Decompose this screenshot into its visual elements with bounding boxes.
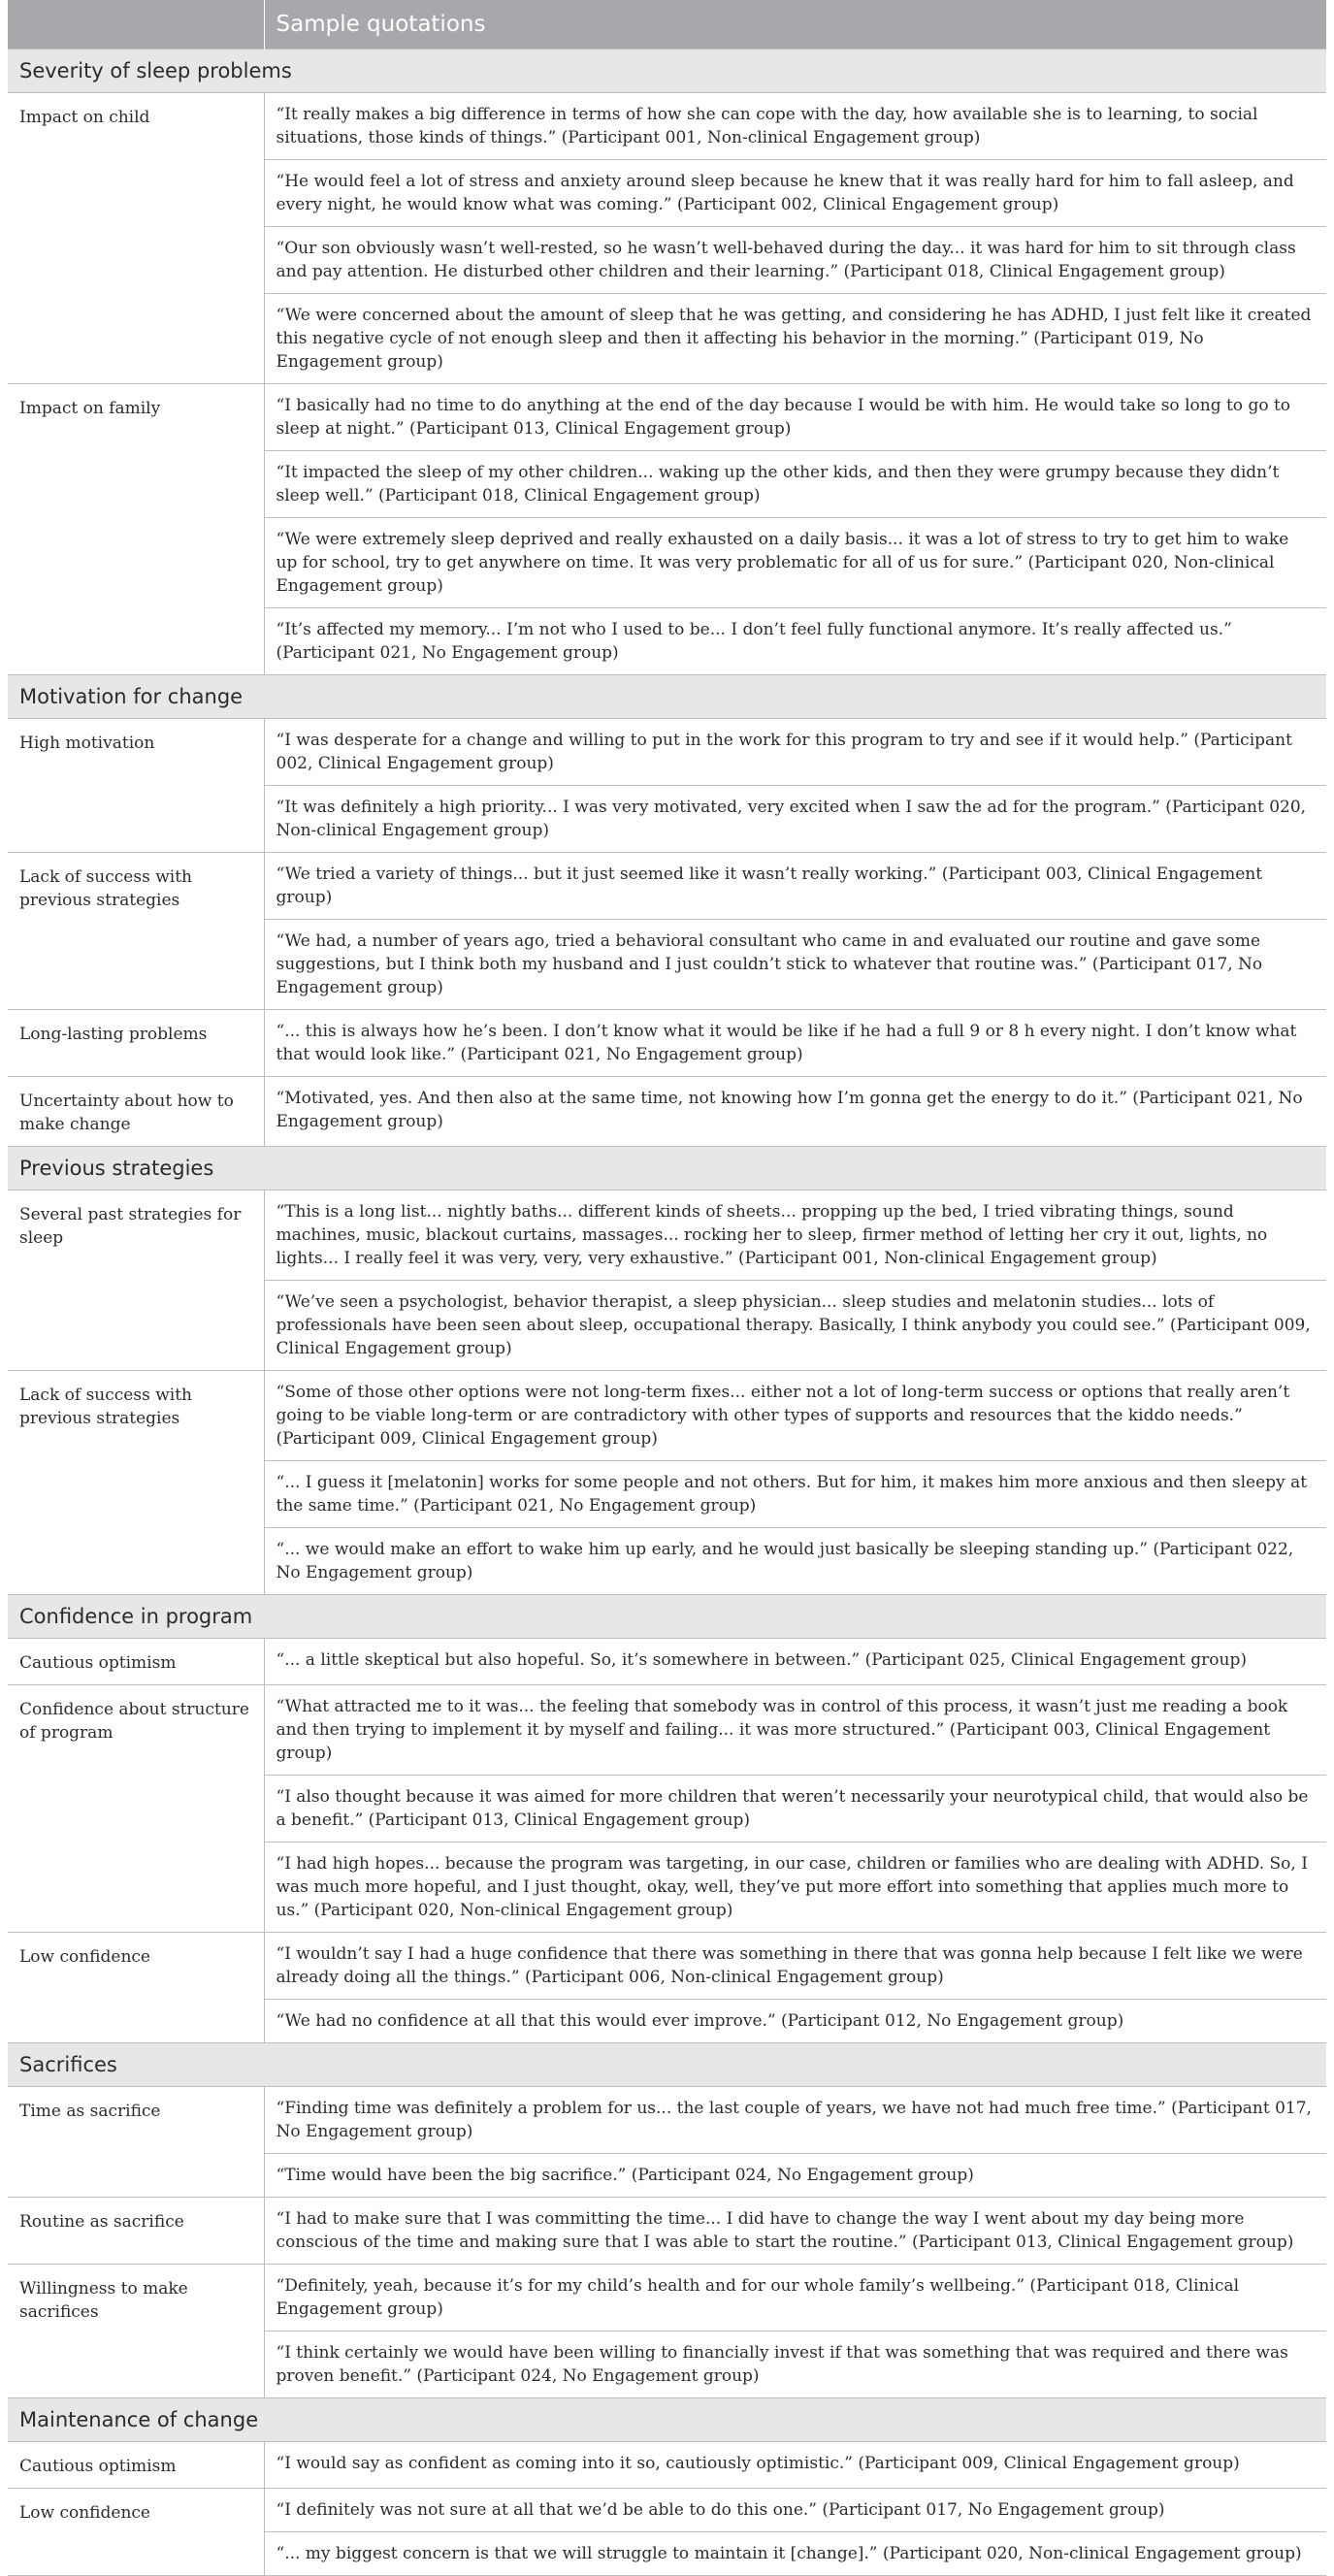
quotation-cell: “What attracted me to it was... the feeling that somebody was in control of this process, it wasn’t just me reading a book and then trying to implement it by myself and failing... it was more structured.” (Participant 003, Clinical Engagement group)	[264, 1685, 1326, 1776]
quotation-cell: “Definitely, yeah, because it’s for my child’s health and for our whole family’s wellbeing.” (Participant 018, Clinical Engagement group)	[264, 2265, 1326, 2331]
quotation-cell: “We had no confidence at all that this would ever improve.” (Participant 012, No Engagement group)	[264, 2000, 1326, 2043]
table-row	[8, 1639, 1326, 1685]
table-row	[8, 2489, 1326, 2532]
table-body	[8, 49, 1326, 2576]
quotation-cell: “It was definitely a high priority... I was very motivated, very excited when I saw the ad for the program.” (Participant 020, Non-clinical Engagement group)	[264, 786, 1326, 853]
table-header-row	[8, 0, 1326, 49]
quotation-cell: “We tried a variety of things... but it just seemed like it wasn’t really working.” (Participant 003, Clinical Engagement group)	[264, 853, 1326, 920]
table-row	[8, 1933, 1326, 2000]
table-row	[8, 853, 1326, 920]
quotation-cell: “We were extremely sleep deprived and really exhausted on a daily basis... it was a lot of stress to try to get him to wake up for school, try to get anywhere on time. It was very problematic for all of us for sure.” (Participant 020, Non-clinical Engagement group)	[264, 518, 1326, 608]
quotation-cell: “Our son obviously wasn’t well-rested, so he wasn’t well-behaved during the day... it was hard for him to sit through class and pay attention. He disturbed other children and their learning.” (Participant 018, Clinical Engagement group)	[264, 227, 1326, 294]
subtheme-label: Lack of success with previous strategies	[8, 1371, 264, 1595]
subtheme-label: Routine as sacrifice	[8, 2198, 264, 2265]
section-header-row	[8, 2398, 1326, 2442]
section-title: Severity of sleep problems	[8, 49, 1326, 93]
subtheme-label: Impact on child	[8, 93, 264, 384]
section-title: Confidence in program	[8, 1595, 1326, 1639]
quotation-cell: “... I guess it [melatonin] works for some people and not others. But for him, it makes him more anxious and then sleepy at the same time.” (Participant 021, No Engagement group)	[264, 1461, 1326, 1528]
quotation-cell: “I would say as confident as coming into it so, cautiously optimistic.” (Participant 009, Clinical Engagement group)	[264, 2442, 1326, 2489]
subtheme-label: Time as sacrifice	[8, 2087, 264, 2198]
section-header-row	[8, 675, 1326, 719]
quotation-cell: “I was desperate for a change and willing to put in the work for this program to try and see if it would help.” (Participant 002, Clinical Engagement group)	[264, 719, 1326, 786]
section-title: Motivation for change	[8, 675, 1326, 719]
header-blank-cell	[8, 0, 264, 49]
quotation-cell: “We had, a number of years ago, tried a behavioral consultant who came in and evaluated our routine and gave some suggestions, but I think both my husband and I just couldn’t stick to whatever that routine was.” (Participant 017, No Engagement group)	[264, 920, 1326, 1010]
subtheme-label: Low confidence	[8, 1933, 264, 2043]
quotation-cell: “I had to make sure that I was committing the time... I did have to change the way I went about my day being more conscious of the time and making sure that I was able to start the routine.” (Participant 013, Clinical Engagement group)	[264, 2198, 1326, 2265]
subtheme-label: Impact on family	[8, 384, 264, 675]
quotations-table	[8, 0, 1326, 2576]
quotation-cell: “This is a long list... nightly baths... different kinds of sheets... propping up the bed, I tried vibrating things, sound machines, music, blackout curtains, massages... rocking her to sleep, firmer method of letting her cry it out, lights, no lights... I really feel it was very, very, very exhaustive.” (Participant 001, Non-clinical Engagement group)	[264, 1190, 1326, 1281]
quotation-cell: “... my biggest concern is that we will struggle to maintain it [change].” (Participant 020, Non-clinical Engagement group)	[264, 2532, 1326, 2576]
quotation-cell: “I wouldn’t say I had a huge confidence that there was something in there that was gonna help because I felt like we were already doing all the things.” (Participant 006, Non-clinical Engagement group)	[264, 1933, 1326, 2000]
quotation-cell: “He would feel a lot of stress and anxiety around sleep because he knew that it was really hard for him to fall asleep, and every night, he would know what was coming.” (Participant 002, Clinical Engagement group)	[264, 160, 1326, 227]
table-row	[8, 1190, 1326, 1281]
quotation-cell: “It really makes a big difference in terms of how she can cope with the day, how available she is to learning, to social situations, those kinds of things.” (Participant 001, Non-clinical Engagement group)	[264, 93, 1326, 160]
quotation-cell: “I think certainly we would have been willing to financially invest if that was something that was required and there was proven benefit.” (Participant 024, No Engagement group)	[264, 2331, 1326, 2398]
table-row	[8, 719, 1326, 786]
subtheme-label: High motivation	[8, 719, 264, 853]
quotation-cell: “We’ve seen a psychologist, behavior therapist, a sleep physician... sleep studies and melatonin studies... lots of professionals have been seen about sleep, occupational therapy. Basically, I think anybody you could see.” (Participant 009, Clinical Engagement group)	[264, 1281, 1326, 1371]
table-row	[8, 2087, 1326, 2154]
subtheme-label: Long-lasting problems	[8, 1010, 264, 1077]
subtheme-label: Low confidence	[8, 2489, 264, 2576]
subtheme-label: Confidence about structure of program	[8, 1685, 264, 1933]
table-row	[8, 1077, 1326, 1147]
subtheme-label: Cautious optimism	[8, 2442, 264, 2489]
quotation-cell: “Some of those other options were not long-term fixes... either not a lot of long-term success or options that really aren’t going to be viable long-term or are contradictory with other types of supports and resources that the kiddo needs.” (Participant 009, Clinical Engagement group)	[264, 1371, 1326, 1461]
table-row	[8, 1371, 1326, 1461]
quotation-cell: “... this is always how he’s been. I don’t know what it would be like if he had a full 9 or 8 h every night. I don’t know what that would look like.” (Participant 021, No Engagement group)	[264, 1010, 1326, 1077]
section-title: Maintenance of change	[8, 2398, 1326, 2442]
quotation-cell: “It impacted the sleep of my other children... waking up the other kids, and then they were grumpy because they didn’t sleep well.” (Participant 018, Clinical Engagement group)	[264, 451, 1326, 518]
quotation-cell: “I definitely was not sure at all that we’d be able to do this one.” (Participant 017, No Engagement group)	[264, 2489, 1326, 2532]
section-header-row	[8, 49, 1326, 93]
quotation-cell: “We were concerned about the amount of sleep that he was getting, and considering he has ADHD, I just felt like it created this negative cycle of not enough sleep and then it affecting his behavior in the morning.” (Participant 019, No Engagement group)	[264, 294, 1326, 384]
section-title: Sacrifices	[8, 2043, 1326, 2087]
quotation-cell: “I basically had no time to do anything at the end of the day because I would be with him. He would take so long to go to sleep at night.” (Participant 013, Clinical Engagement group)	[264, 384, 1326, 451]
quotation-cell: “Motivated, yes. And then also at the same time, not knowing how I’m gonna get the energy to do it.” (Participant 021, No Engagement group)	[264, 1077, 1326, 1147]
section-header-row	[8, 2043, 1326, 2087]
quotation-cell: “I had high hopes... because the program was targeting, in our case, children or families who are dealing with ADHD. So, I was much more hopeful, and I just thought, okay, well, they’ve put more effort into something that applies much more to us.” (Participant 020, Non-clinical Engagement group)	[264, 1842, 1326, 1933]
table-row	[8, 93, 1326, 160]
subtheme-label: Uncertainty about how to make change	[8, 1077, 264, 1147]
table-row	[8, 2265, 1326, 2331]
quotation-cell: “I also thought because it was aimed for more children that weren’t necessarily your neurotypical child, that would also be a benefit.” (Participant 013, Clinical Engagement group)	[264, 1776, 1326, 1842]
section-header-row	[8, 1595, 1326, 1639]
table-row	[8, 2442, 1326, 2489]
section-title: Previous strategies	[8, 1147, 1326, 1190]
table-row	[8, 2198, 1326, 2265]
table-row	[8, 384, 1326, 451]
table-row	[8, 1010, 1326, 1077]
subtheme-label: Willingness to make sacrifices	[8, 2265, 264, 2398]
table-row	[8, 1685, 1326, 1776]
header-sample-quotations: Sample quotations	[264, 0, 1326, 49]
subtheme-label: Lack of success with previous strategies	[8, 853, 264, 1010]
quotation-cell: “... we would make an effort to wake him up early, and he would just basically be sleeping standing up.” (Participant 022, No Engagement group)	[264, 1528, 1326, 1595]
subtheme-label: Cautious optimism	[8, 1639, 264, 1685]
quotation-cell: “Finding time was definitely a problem for us... the last couple of years, we have not had much free time.” (Participant 017, No Engagement group)	[264, 2087, 1326, 2154]
section-header-row	[8, 1147, 1326, 1190]
quotation-cell: “It’s affected my memory... I’m not who I used to be... I don’t feel fully functional anymore. It’s really affected us.” (Participant 021, No Engagement group)	[264, 608, 1326, 675]
quotation-cell: “Time would have been the big sacrifice.” (Participant 024, No Engagement group)	[264, 2154, 1326, 2198]
subtheme-label: Several past strategies for sleep	[8, 1190, 264, 1371]
quotation-cell: “... a little skeptical but also hopeful. So, it’s somewhere in between.” (Participant 025, Clinical Engagement group)	[264, 1639, 1326, 1685]
